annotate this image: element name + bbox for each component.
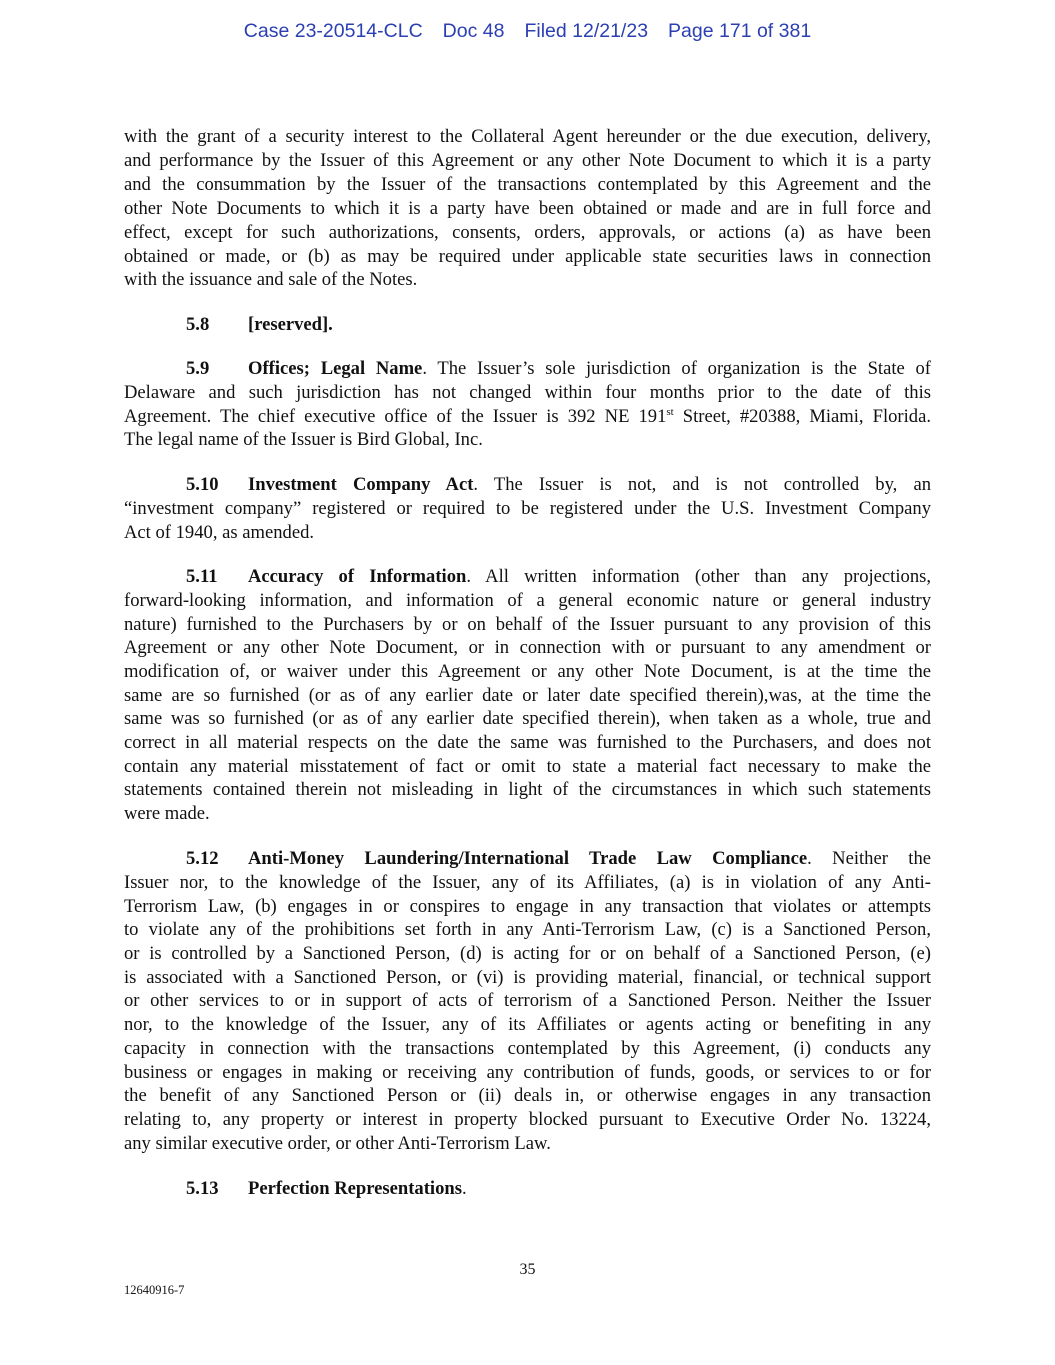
section-5-11-line: same was so furnished (or as of any earlier date specified therein), when taken as a whole, true and — [124, 708, 931, 729]
section-5-11-line: Agreement or any other Note Document, or in connection with or pursuant to any amendment or — [124, 637, 931, 658]
section-5-12-line: Issuer nor, to the knowledge of the Issuer, any of its Affiliates, (a) is in violation of any Anti- — [124, 872, 931, 893]
section-5-12-line: nor, to the knowledge of the Issuer, any of its Affiliates or agents acting or benefiting in any — [124, 1014, 931, 1035]
intro-line: effect, except for such authorizations, consents, orders, approvals, or actions (a) as have been — [124, 222, 931, 243]
section-5-10-line: Act of 1940, as amended. — [124, 522, 315, 543]
case-number: Case 23-20514-CLC — [243, 20, 423, 42]
section-5-10-line: “investment company” registered or required to be registered under the U.S. Investment Company — [124, 498, 931, 519]
section-number: 5.8 — [186, 314, 210, 335]
section-5-12-first-line: 5.12 Anti-Money Laundering/International Trade Law Compliance. Neither the — [186, 848, 931, 869]
section-title: Perfection Representations — [248, 1178, 462, 1199]
section-5-10-first-line: 5.10 Investment Company Act. The Issuer is not, and is not controlled by, an — [186, 474, 931, 495]
section-title: Accuracy of Information — [248, 566, 467, 587]
section-title: Investment Company Act — [248, 474, 474, 495]
section-5-11-line: statements contained therein not misleading in light of the circumstances in which such statements — [124, 779, 931, 800]
section-5-9-line: The legal name of the Issuer is Bird Global, Inc. — [124, 429, 483, 450]
section-5-9-line: Agreement. The chief executive office of the Issuer is 392 NE 191st Street, #20388, Miami, Florida. — [124, 406, 931, 427]
section-5-12-line: business or engages in making or receiving any contribution of funds, goods, or services to or for — [124, 1062, 931, 1083]
section-5-12-line: or other services to or in support of acts of terrorism of a Sanctioned Person. Neither the Issuer — [124, 990, 931, 1011]
section-5-11-line: same are so furnished (or as of any earlier date or later date specified therein),was, at the time the — [124, 685, 931, 706]
section-5-12-line: any similar executive order, or other Anti-Terrorism Law. — [124, 1133, 551, 1154]
section-5-12-line: Terrorism Law, (b) engages in or conspires to engage in any transaction that violates or attempts — [124, 896, 931, 917]
section-5-9-first-line: 5.9 Offices; Legal Name. The Issuer’s sole jurisdiction of organization is the State of — [186, 358, 931, 379]
section-5-11-line: nature) furnished to the Purchasers by or on behalf of the Issuer pursuant to any provision of this — [124, 614, 931, 635]
intro-line: and the consummation by the Issuer of the transactions contemplated by this Agreement and the — [124, 174, 931, 195]
section-number: 5.11 — [186, 566, 218, 587]
section-5-12-line: relating to, any property or interest in property blocked pursuant to Executive Order No. 13224, — [124, 1109, 931, 1130]
section-5-11-first-line: 5.11 Accuracy of Information. All written information (other than any projections, — [186, 566, 931, 587]
section-5-12-line: the benefit of any Sanctioned Person or (ii) deals in, or otherwise engages in any transaction — [124, 1085, 931, 1106]
section-5-12-line: to violate any of the prohibitions set forth in any Anti-Terrorism Law, (c) is a Sanctioned Person, — [124, 919, 931, 940]
section-title: Offices; Legal Name — [248, 358, 423, 379]
section-number: 5.10 — [186, 474, 219, 495]
section-title: [reserved]. — [248, 314, 333, 335]
section-5-13-heading: 5.13 Perfection Representations. — [186, 1178, 467, 1199]
section-5-11-line: correct in all material respects on the date the same was furnished to the Purchasers, and does not — [124, 732, 931, 753]
section-number: 5.13 — [186, 1178, 219, 1199]
section-5-8-heading — [186, 313, 333, 337]
section-5-11-line: modification of, or waiver under this Agreement or any other Note Document, is at the time the — [124, 661, 931, 682]
document-id: 12640916-7 — [124, 1283, 185, 1297]
filed-date: Filed 12/21/23 — [524, 20, 649, 42]
intro-line: with the issuance and sale of the Notes. — [124, 269, 418, 290]
section-number: 5.12 — [186, 848, 219, 869]
page-number: 35 — [519, 1261, 536, 1278]
intro-line: obtained or made, or (b) as may be required under applicable state securities laws in connection — [124, 246, 931, 267]
intro-line: with the grant of a security interest to the Collateral Agent hereunder or the due execution, delivery, — [124, 126, 931, 147]
section-5-12-line: or is controlled by a Sanctioned Person, (d) is acting for or on behalf of a Sanctioned Person, (e) — [124, 943, 931, 964]
section-5-11-line: forward-looking information, and information of a general economic nature or general industry — [124, 590, 931, 611]
section-5-9-line: Delaware and such jurisdiction has not changed within four months prior to the date of this — [124, 382, 931, 403]
section-5-12-line: is associated with a Sanctioned Person, or (vi) is providing material, financial, or technical support — [124, 967, 931, 988]
section-title: Anti-Money Laundering/International Trade Law Compliance — [248, 848, 808, 869]
intro-line: other Note Documents to which it is a party have been obtained or made and are in full force and — [124, 198, 931, 219]
section-5-11-line: contain any material misstatement of fact or omit to state a material fact necessary to make the — [124, 756, 931, 777]
section-5-11-line: were made. — [124, 803, 210, 824]
intro-line: and performance by the Issuer of this Agreement or any other Note Document to which it is a party — [124, 150, 931, 171]
section-5-12-line: capacity in connection with the transactions contemplated by this Agreement, (i) conducts any — [124, 1038, 931, 1059]
page-of-total: Page 171 of 381 — [668, 20, 812, 42]
section-number: 5.9 — [186, 358, 210, 379]
court-filing-header — [0, 20, 1055, 43]
doc-number: Doc 48 — [442, 20, 505, 42]
